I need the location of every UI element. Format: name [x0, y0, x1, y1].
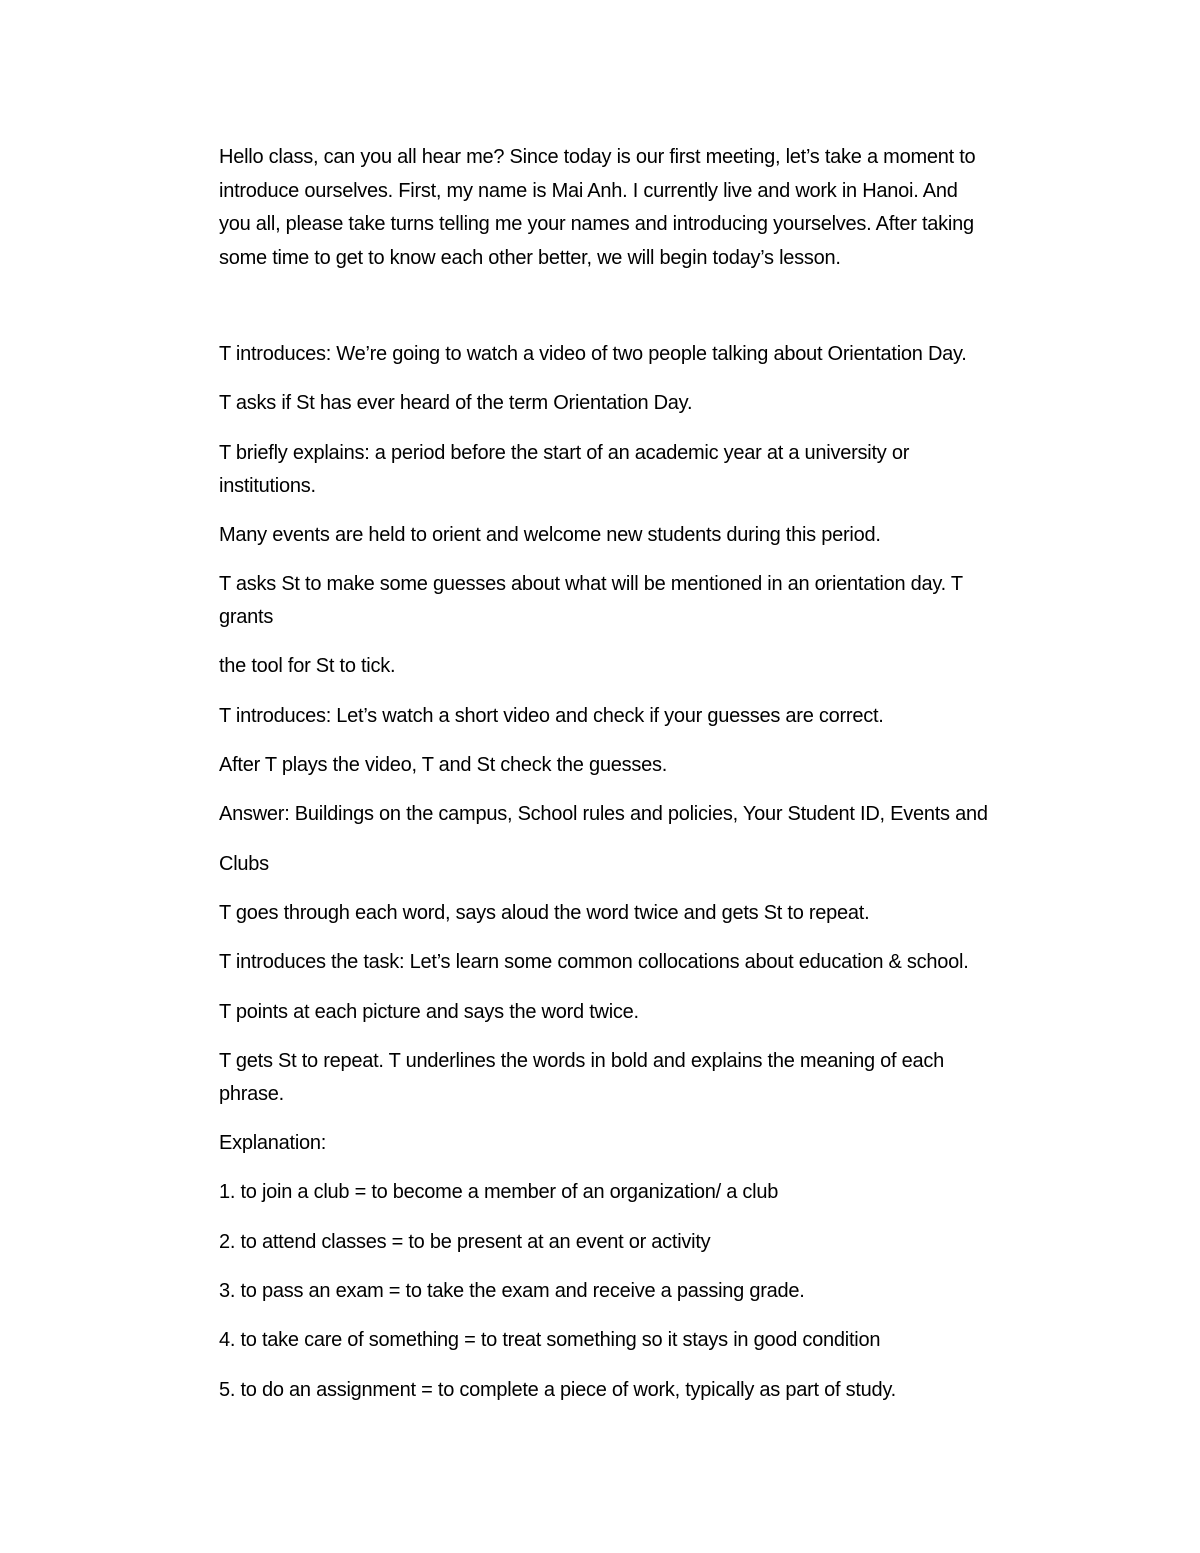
- text-line: 1. to join a club = to become a member of an organization/ a club: [219, 1181, 779, 1204]
- text-line: T introduces the task: Let’s learn some common collocations about education & school.: [219, 951, 969, 974]
- text-line: T introduces: Let’s watch a short video and check if your guesses are correct.: [219, 704, 884, 727]
- text-line: institutions.: [219, 474, 316, 497]
- text-line: T gets St to repeat. T underlines the words in bold and explains the meaning of each: [219, 1049, 945, 1072]
- text-line: phrase.: [219, 1082, 284, 1105]
- text-line: 5. to do an assignment = to complete a piece of work, typically as part of study.: [219, 1378, 896, 1401]
- intro-line: introduce ourselves. First, my name is Mai Anh. I currently live and work in Hanoi. And: [219, 179, 958, 202]
- intro-line: some time to get to know each other better, we will begin today’s lesson.: [219, 247, 841, 270]
- text-line: Explanation:: [219, 1132, 327, 1155]
- text-line: T introduces: We’re going to watch a video of two people talking about Orientation Day.: [219, 343, 967, 365]
- intro-paragraph: [219, 141, 1079, 276]
- text-line: T points at each picture and says the word twice.: [219, 1000, 639, 1023]
- text-line: 4. to take care of something = to treat something so it stays in good condition: [219, 1329, 881, 1352]
- text-line: T goes through each word, says aloud the word twice and gets St to repeat.: [219, 901, 870, 924]
- text-line: After T plays the video, T and St check the guesses.: [219, 754, 668, 777]
- text-line: 2. to attend classes = to be present at an event or activity: [219, 1230, 711, 1253]
- lesson-notes: [219, 338, 1079, 1423]
- text-line: the tool for St to tick.: [219, 655, 396, 678]
- text-line: T briefly explains: a period before the start of an academic year at a university or: [219, 441, 910, 464]
- text-line: T asks St to make some guesses about what will be mentioned in an orientation day. T: [219, 573, 963, 596]
- text-line: Answer: Buildings on the campus, School rules and policies, Your Student ID, Events and: [219, 803, 988, 826]
- intro-line: you all, please take turns telling me your names and introducing yourselves. After taking: [219, 213, 974, 236]
- text-line: 3. to pass an exam = to take the exam and receive a passing grade.: [219, 1280, 805, 1303]
- intro-line: Hello class, can you all hear me? Since today is our first meeting, let’s take a moment to: [219, 146, 976, 168]
- text-line: Clubs: [219, 852, 269, 875]
- text-line: T asks if St has ever heard of the term Orientation Day.: [219, 392, 693, 415]
- text-line: grants: [219, 606, 274, 629]
- text-line: Many events are held to orient and welcome new students during this period.: [219, 523, 881, 546]
